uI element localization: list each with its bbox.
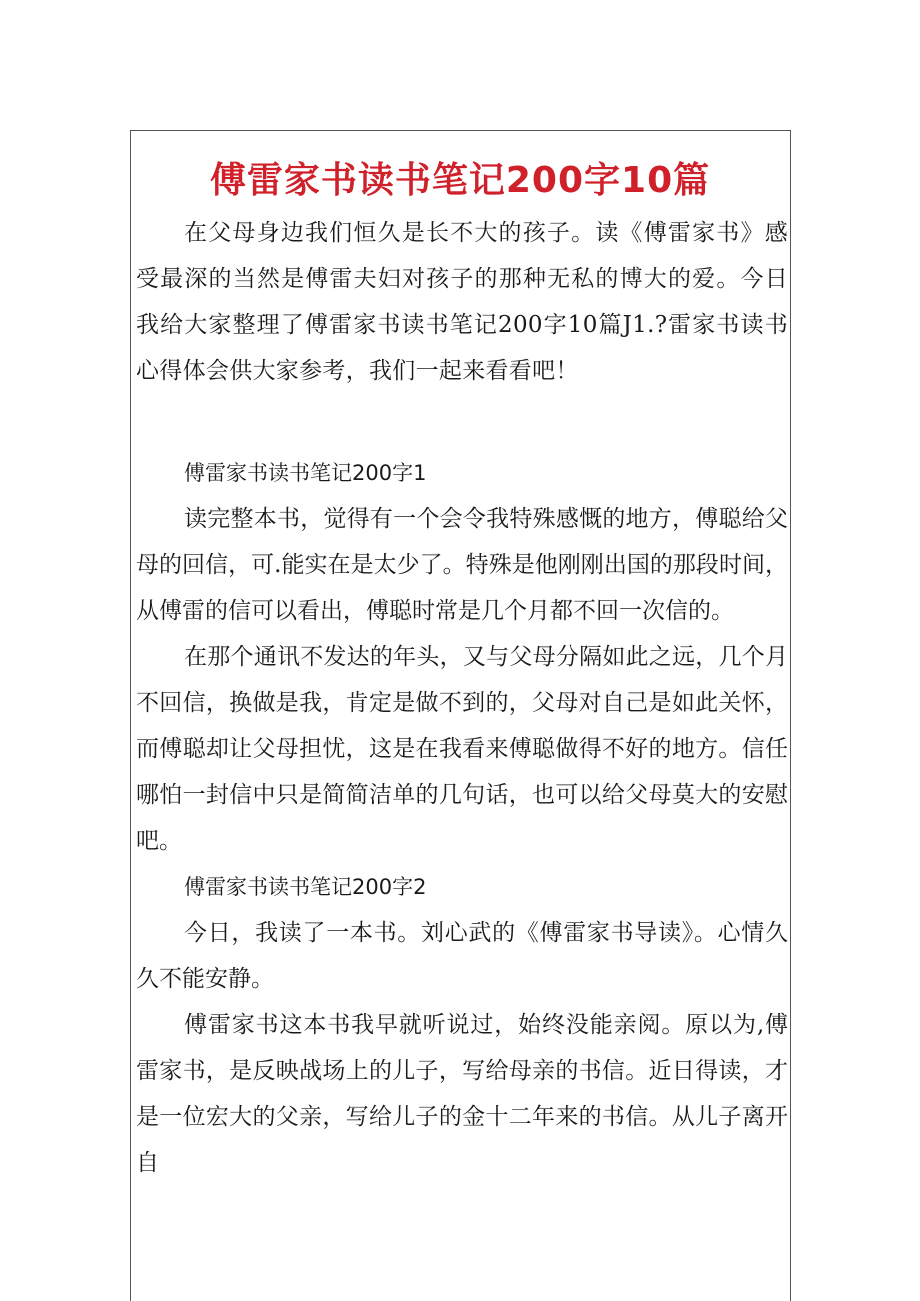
- section-1-paragraph-1: 读完整本书，觉得有一个会令我特殊感慨的地方，傅聪给父母的回信，可.能实在是太少了。特殊是他刚刚出国的那段时间，从傅雷的信可以看出，傅聪时常是几个月都不回一次信的。: [136, 506, 788, 624]
- section-heading-1: 傅雷家书读书笔记200字1: [184, 461, 427, 485]
- section-2-paragraph-1: 今日，我读了一本书。刘心武的《傅雷家书导读》。心情久久不能安静。: [136, 920, 788, 992]
- section-2-paragraph-2: 傅雷家书这本书我早就听说过，始终没能亲阅。原以为,傅雷家书，是反映战场上的儿子，写给母亲的书信。近日得读，才是一位宏大的父亲，写给儿子的金十二年来的书信。从儿子离开自: [136, 1012, 788, 1176]
- section-gap: [136, 394, 788, 450]
- intro-paragraph: 在父母身边我们恒久是长不大的孩子。读《傅雷家书》感受最深的当然是傅雷夫妇对孩子的那种无私的博大的爱。今日我给大家整理了傅雷家书读书笔记200字10篇J1.?雷家书读书心得体会供大家参考，我们一起来看看吧！: [136, 220, 788, 384]
- document-title: 傅雷家书读书笔记200字10篇: [209, 160, 711, 202]
- document-body: [136, 210, 788, 1186]
- section-1-paragraph-2: 在那个通讯不发达的年头，又与父母分隔如此之远，几个月不回信，换做是我，肯定是做不到的，父母对自己是如此关怀，而傅聪却让父母担忧，这是在我看来傅聪做得不好的地方。信任哪怕一封信中只是简简洁单的几句话，也可以给父母莫大的安慰吧。: [136, 644, 788, 854]
- section-heading-2: 傅雷家书读书笔记200字2: [184, 875, 427, 899]
